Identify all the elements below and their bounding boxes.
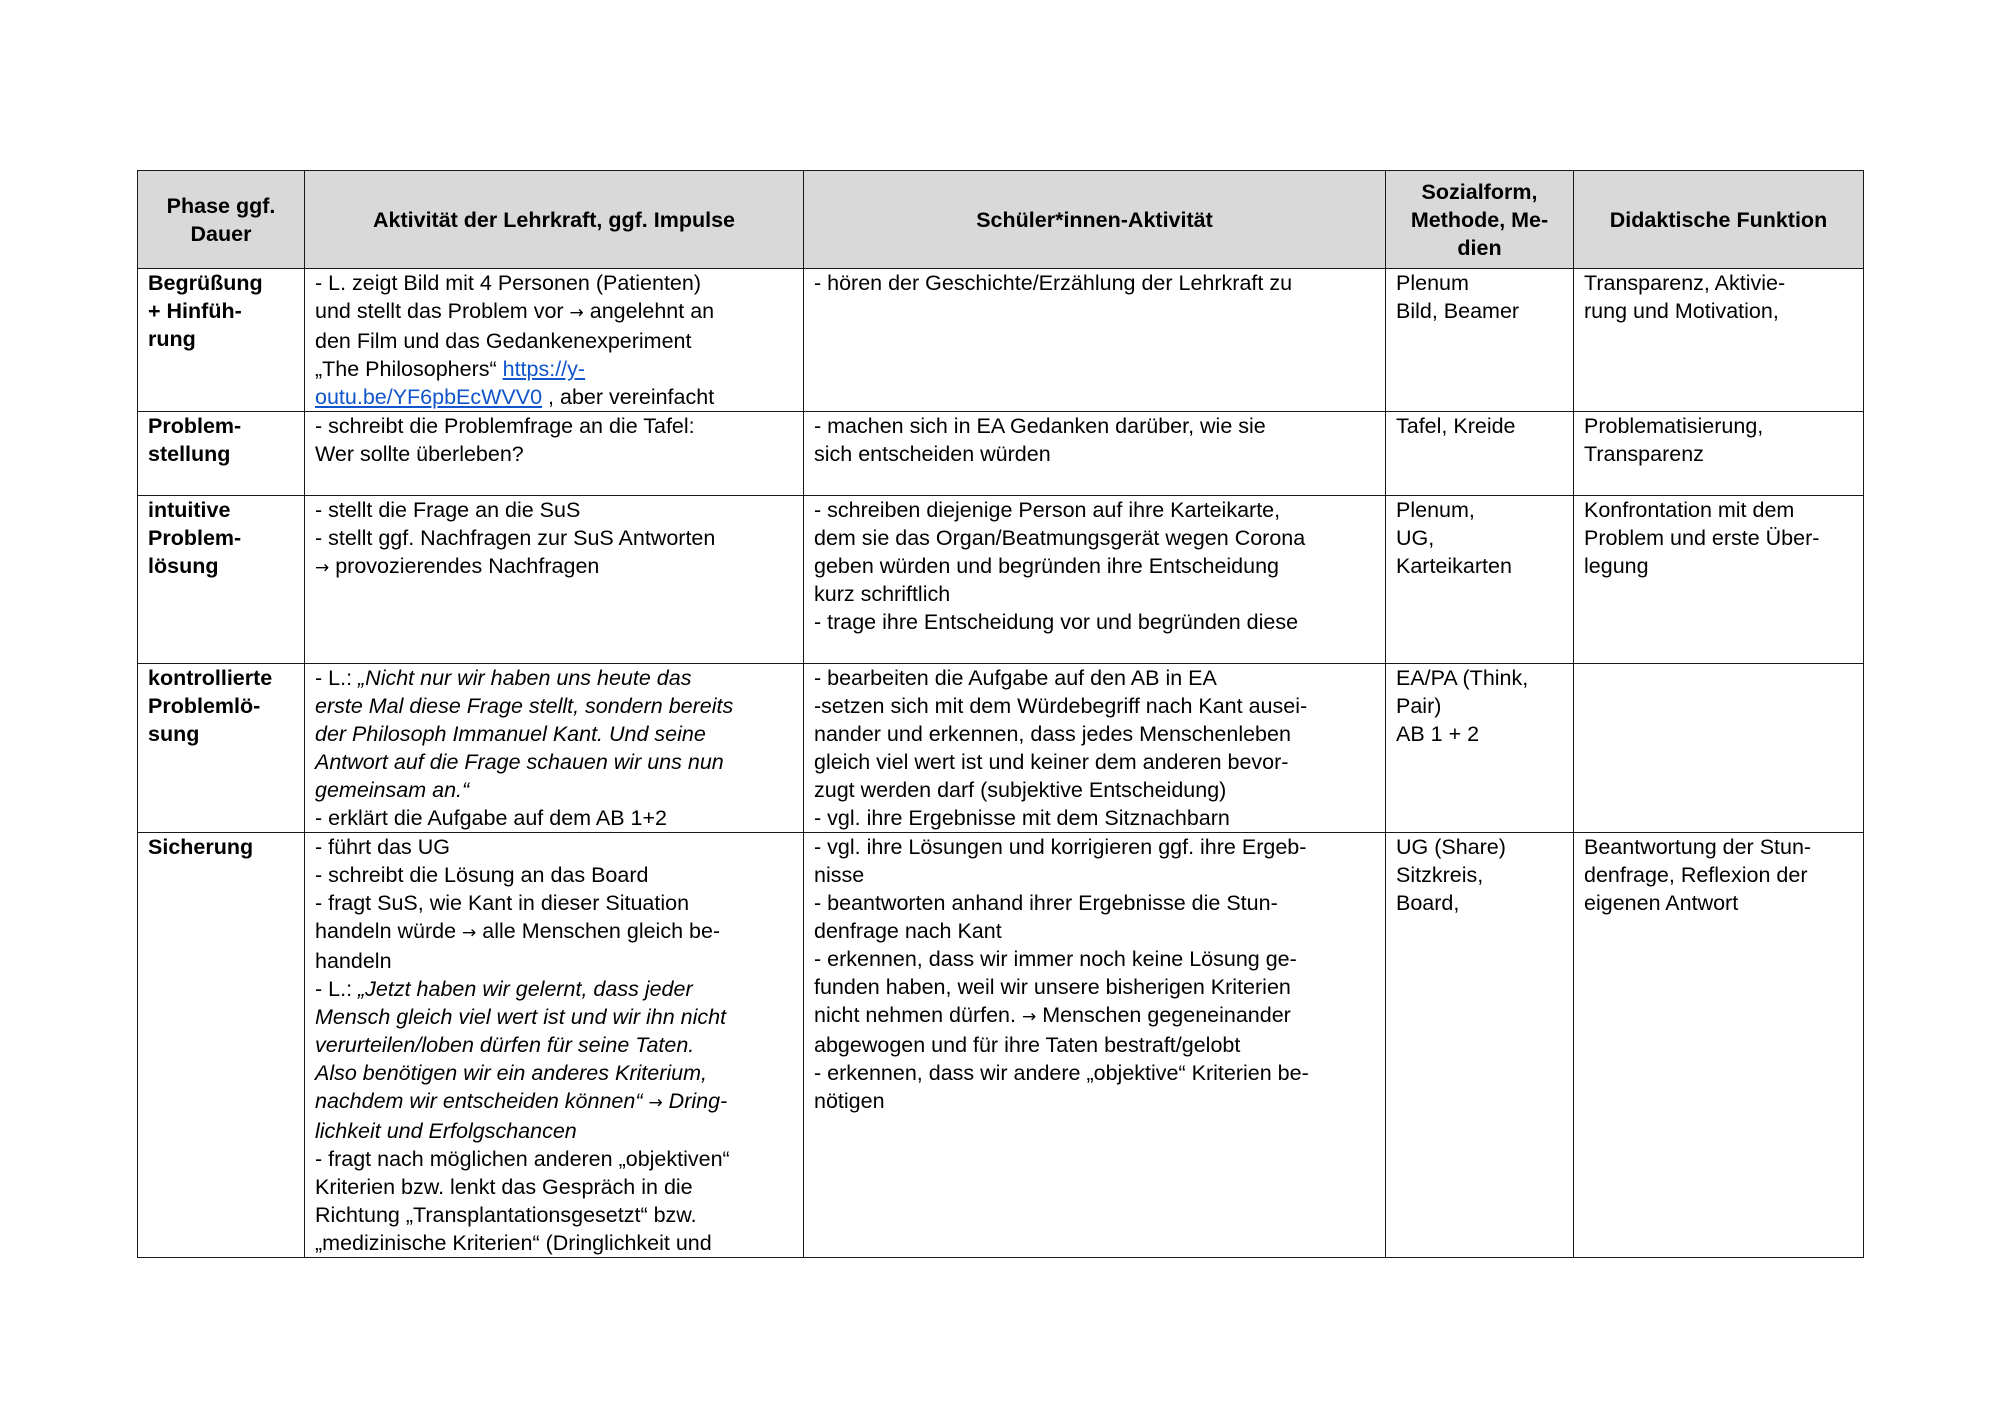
social-form-cell — [1386, 833, 1574, 1258]
cell-line — [315, 776, 793, 804]
cell-line — [315, 327, 793, 355]
teacher-activity-cell — [305, 833, 804, 1258]
cell-line — [814, 496, 1375, 524]
quote-text: nachdem wir entscheiden können“ — [315, 1089, 649, 1113]
header-line: Schüler*innen-Aktivität — [976, 207, 1213, 232]
cell-line — [315, 975, 793, 1003]
cell-line: eigenen Antwort — [1584, 891, 1739, 915]
cell-line: Sitzkreis, — [1396, 863, 1484, 887]
quote-text: „Jetzt haben wir gelernt, dass jeder — [358, 977, 693, 1001]
cell-line: EA/PA (Think, — [1396, 666, 1529, 690]
cell-line: Beantwortung der Stun- — [1584, 835, 1812, 859]
video-link[interactable]: outu.be/YF6pbEcWVV0 — [315, 385, 543, 409]
header-line: dien — [1457, 235, 1502, 260]
cell-line — [814, 269, 1375, 297]
text-segment: - schreibt die Lösung an das Board — [315, 863, 649, 887]
cell-line: lösung — [148, 554, 219, 578]
text-segment: - L.: — [315, 977, 359, 1001]
cell-line — [814, 412, 1375, 440]
header-social-form — [1386, 171, 1574, 269]
phase-cell — [138, 664, 305, 833]
text-segment: - führt das UG — [315, 835, 451, 859]
text-segment: angelehnt an — [583, 299, 715, 323]
cell-line — [814, 776, 1375, 804]
text-segment: Menschen gegeneinander — [1036, 1003, 1291, 1027]
cell-line: Pair) — [1396, 694, 1442, 718]
header-line: Phase ggf. — [166, 193, 276, 218]
cell-line: + Hinfüh- — [148, 299, 242, 323]
quote-text: Dring- — [662, 1089, 728, 1113]
quote-text: Mensch gleich viel wert ist und wir ihn nicht — [315, 1005, 727, 1029]
didactic-function-cell — [1574, 496, 1864, 664]
text-segment: - L.: — [315, 666, 359, 690]
text-segment: dem sie das Organ/Beatmungsgerät wegen Corona — [814, 526, 1306, 550]
quote-text: gemeinsam an.“ — [315, 778, 470, 802]
text-segment: handeln würde — [315, 919, 463, 943]
cell-line — [315, 552, 793, 582]
quote-text: verurteilen/loben dürfen für seine Taten. — [315, 1033, 695, 1057]
cell-line: Problematisierung, — [1584, 414, 1764, 438]
header-phase — [138, 171, 305, 269]
cell-line: Tafel, Kreide — [1396, 414, 1516, 438]
cell-line — [315, 664, 793, 692]
didactic-function-cell — [1574, 412, 1864, 496]
text-segment: , aber vereinfacht — [542, 385, 715, 409]
cell-line — [315, 383, 793, 411]
didactic-function-cell — [1574, 833, 1864, 1258]
quote-text: Antwort auf die Frage schauen wir uns nun — [315, 750, 724, 774]
cell-line — [814, 552, 1375, 580]
header-line: Aktivität der Lehrkraft, ggf. Impulse — [373, 207, 735, 232]
cell-line: legung — [1584, 554, 1649, 578]
header-row — [138, 171, 1864, 269]
cell-line — [814, 608, 1375, 636]
student-activity-cell — [804, 833, 1386, 1258]
cell-line — [315, 917, 793, 947]
header-line: Sozialform, — [1421, 179, 1538, 204]
cell-line: intuitive — [148, 498, 231, 522]
cell-line — [315, 440, 793, 468]
arrow-right-icon: → — [648, 1093, 663, 1113]
text-segment: „The Philosophers“ — [315, 357, 503, 381]
arrow-right-icon: → — [462, 923, 477, 943]
cell-line: Bild, Beamer — [1396, 299, 1520, 323]
text-segment: handeln — [315, 949, 392, 973]
cell-line — [315, 269, 793, 297]
text-segment: abgewogen und für ihre Taten bestraft/gelobt — [814, 1033, 1241, 1057]
didactic-function-cell — [1574, 269, 1864, 412]
text-segment: nötigen — [814, 1089, 885, 1113]
cell-line — [814, 804, 1375, 832]
student-activity-cell — [804, 496, 1386, 664]
text-segment: - trage ihre Entscheidung vor und begründen diese — [814, 610, 1299, 634]
video-link[interactable]: https://y- — [502, 357, 586, 381]
cell-line — [315, 412, 793, 440]
text-segment: - machen sich in EA Gedanken darüber, wie sie — [814, 414, 1266, 438]
phase-cell — [138, 496, 305, 664]
social-form-cell — [1386, 664, 1574, 833]
cell-line — [315, 1087, 793, 1117]
text-segment: den Film und das Gedankenexperiment — [315, 329, 692, 353]
cell-line: Problemlö- — [148, 694, 261, 718]
cell-line: Transparenz, Aktivie- — [1584, 271, 1786, 295]
text-segment: - hören der Geschichte/Erzählung der Lehrkraft zu — [814, 271, 1293, 295]
cell-line — [315, 1173, 793, 1201]
phase-cell — [138, 412, 305, 496]
cell-line: Problem- — [148, 414, 242, 438]
cell-line — [315, 692, 793, 720]
text-segment: - bearbeiten die Aufgabe auf den AB in EA — [814, 666, 1217, 690]
cell-line: Plenum, — [1396, 498, 1475, 522]
quote-text: lichkeit und Erfolgschancen — [315, 1119, 577, 1143]
text-segment: - beantworten anhand ihrer Ergebnisse die Stun- — [814, 891, 1278, 915]
cell-line: AB 1 + 2 — [1396, 722, 1480, 746]
cell-line — [814, 945, 1375, 973]
cell-line: kontrollierte — [148, 666, 273, 690]
text-segment: geben würden und begründen ihre Entscheidung — [814, 554, 1280, 578]
text-segment: nander und erkennen, dass jedes Menschenleben — [814, 722, 1291, 746]
cell-line — [315, 1229, 793, 1257]
cell-line: Problem und erste Über- — [1584, 526, 1820, 550]
text-segment: Wer sollte überleben? — [315, 442, 524, 466]
cell-line: Karteikarten — [1396, 554, 1512, 578]
arrow-right-icon: → — [315, 558, 330, 578]
cell-line: UG (Share) — [1396, 835, 1506, 859]
quote-text: der Philosoph Immanuel Kant. Und seine — [315, 722, 706, 746]
cell-line — [315, 748, 793, 776]
text-segment: - vgl. ihre Ergebnisse mit dem Sitznachbarn — [814, 806, 1230, 830]
text-segment: denfrage nach Kant — [814, 919, 1002, 943]
text-segment: - vgl. ihre Lösungen und korrigieren ggf. ihre Ergeb- — [814, 835, 1307, 859]
text-segment: - erklärt die Aufgabe auf dem AB 1+2 — [315, 806, 667, 830]
cell-line: Begrüßung — [148, 271, 263, 295]
header-line: Dauer — [190, 221, 252, 246]
text-segment: - L. zeigt Bild mit 4 Personen (Patienten) — [315, 271, 701, 295]
student-activity-cell — [804, 412, 1386, 496]
cell-line — [315, 1059, 793, 1087]
teacher-activity-cell — [305, 496, 804, 664]
cell-line: Problem- — [148, 526, 242, 550]
cell-line — [814, 1001, 1375, 1031]
quote-text: Also benötigen wir ein anderes Kriterium, — [315, 1061, 707, 1085]
social-form-cell — [1386, 412, 1574, 496]
cell-line: denfrage, Reflexion der — [1584, 863, 1808, 887]
cell-line — [814, 1087, 1375, 1115]
text-segment: provozierendes Nachfragen — [329, 554, 600, 578]
cell-line — [814, 1031, 1375, 1059]
cell-line — [315, 861, 793, 889]
lesson-plan-table — [137, 170, 1864, 1258]
cell-line — [814, 833, 1375, 861]
cell-line: Plenum — [1396, 271, 1469, 295]
cell-line — [814, 973, 1375, 1001]
phase-cell — [138, 269, 305, 412]
student-activity-cell — [804, 664, 1386, 833]
teacher-activity-cell — [305, 269, 804, 412]
social-form-cell — [1386, 269, 1574, 412]
cell-line — [315, 889, 793, 917]
text-segment: Kriterien bzw. lenkt das Gespräch in die — [315, 1175, 693, 1199]
text-segment: - erkennen, dass wir immer noch keine Lösung ge- — [814, 947, 1297, 971]
social-form-cell — [1386, 496, 1574, 664]
cell-line — [315, 947, 793, 975]
table-row — [138, 833, 1864, 1258]
text-segment: - fragt nach möglichen anderen „objektiven“ — [315, 1147, 730, 1171]
cell-line: sung — [148, 722, 200, 746]
text-segment: -setzen sich mit dem Würdebegriff nach Kant ausei- — [814, 694, 1308, 718]
text-segment: zugt werden darf (subjektive Entscheidung) — [814, 778, 1227, 802]
text-segment: Richtung „Transplantationsgesetzt“ bzw. — [315, 1203, 697, 1227]
cell-line: stellung — [148, 442, 231, 466]
text-segment: - fragt SuS, wie Kant in dieser Situation — [315, 891, 690, 915]
text-segment: funden haben, weil wir unsere bisherigen Kriterien — [814, 975, 1291, 999]
cell-line — [315, 1145, 793, 1173]
header-teacher-activity — [305, 171, 804, 269]
cell-line — [315, 297, 793, 327]
header-line: Didaktische Funktion — [1609, 207, 1828, 232]
cell-line: rung und Motivation, — [1584, 299, 1779, 323]
cell-line — [315, 833, 793, 861]
cell-line — [315, 720, 793, 748]
didactic-function-cell — [1574, 664, 1864, 833]
student-activity-cell — [804, 269, 1386, 412]
cell-line — [814, 692, 1375, 720]
text-segment: - schreibt die Problemfrage an die Tafel: — [315, 414, 695, 438]
cell-line: Konfrontation mit dem — [1584, 498, 1795, 522]
text-segment: alle Menschen gleich be- — [476, 919, 721, 943]
cell-line — [814, 524, 1375, 552]
cell-line — [814, 440, 1375, 468]
text-segment: - erkennen, dass wir andere „objektive“ Kriterien be- — [814, 1061, 1309, 1085]
text-segment: gleich viel wert ist und keiner dem anderen bevor- — [814, 750, 1289, 774]
teacher-activity-cell — [305, 412, 804, 496]
cell-line — [814, 664, 1375, 692]
header-line: Methode, Me- — [1410, 207, 1549, 232]
cell-line — [315, 1201, 793, 1229]
header-student-activity — [804, 171, 1386, 269]
cell-line: Transparenz — [1584, 442, 1704, 466]
cell-line — [814, 889, 1375, 917]
table-body — [138, 269, 1864, 1258]
cell-line — [814, 861, 1375, 889]
cell-line — [814, 720, 1375, 748]
text-segment: - stellt die Frage an die SuS — [315, 498, 581, 522]
cell-line — [315, 1117, 793, 1145]
header-didactic-function — [1574, 171, 1864, 269]
text-segment: kurz schriftlich — [814, 582, 951, 606]
cell-line — [315, 1003, 793, 1031]
text-segment: „medizinische Kriterien“ (Dringlichkeit und — [315, 1231, 712, 1255]
text-segment: nicht nehmen dürfen. — [814, 1003, 1022, 1027]
cell-line — [315, 496, 793, 524]
cell-line: Board, — [1396, 891, 1460, 915]
text-segment: und stellt das Problem vor — [315, 299, 570, 323]
cell-line — [315, 524, 793, 552]
cell-line: Sicherung — [148, 835, 254, 859]
text-segment: - schreiben diejenige Person auf ihre Karteikarte, — [814, 498, 1281, 522]
cell-line: UG, — [1396, 526, 1435, 550]
cell-line — [814, 917, 1375, 945]
text-segment: sich entscheiden würden — [814, 442, 1051, 466]
cell-line: rung — [148, 327, 196, 351]
cell-line — [814, 748, 1375, 776]
phase-cell — [138, 833, 305, 1258]
quote-text: „Nicht nur wir haben uns heute das — [358, 666, 692, 690]
cell-line — [315, 1031, 793, 1059]
cell-line — [315, 355, 793, 383]
quote-text: erste Mal diese Frage stellt, sondern bereits — [315, 694, 734, 718]
table-row — [138, 412, 1864, 496]
text-segment: - stellt ggf. Nachfragen zur SuS Antworten — [315, 526, 716, 550]
table-row — [138, 496, 1864, 664]
cell-line — [814, 580, 1375, 608]
text-segment: nisse — [814, 863, 865, 887]
arrow-right-icon: → — [569, 303, 584, 323]
table-row — [138, 269, 1864, 412]
teacher-activity-cell — [305, 664, 804, 833]
cell-line — [315, 804, 793, 832]
arrow-right-icon: → — [1021, 1007, 1037, 1027]
cell-line — [814, 1059, 1375, 1087]
table-row — [138, 664, 1864, 833]
